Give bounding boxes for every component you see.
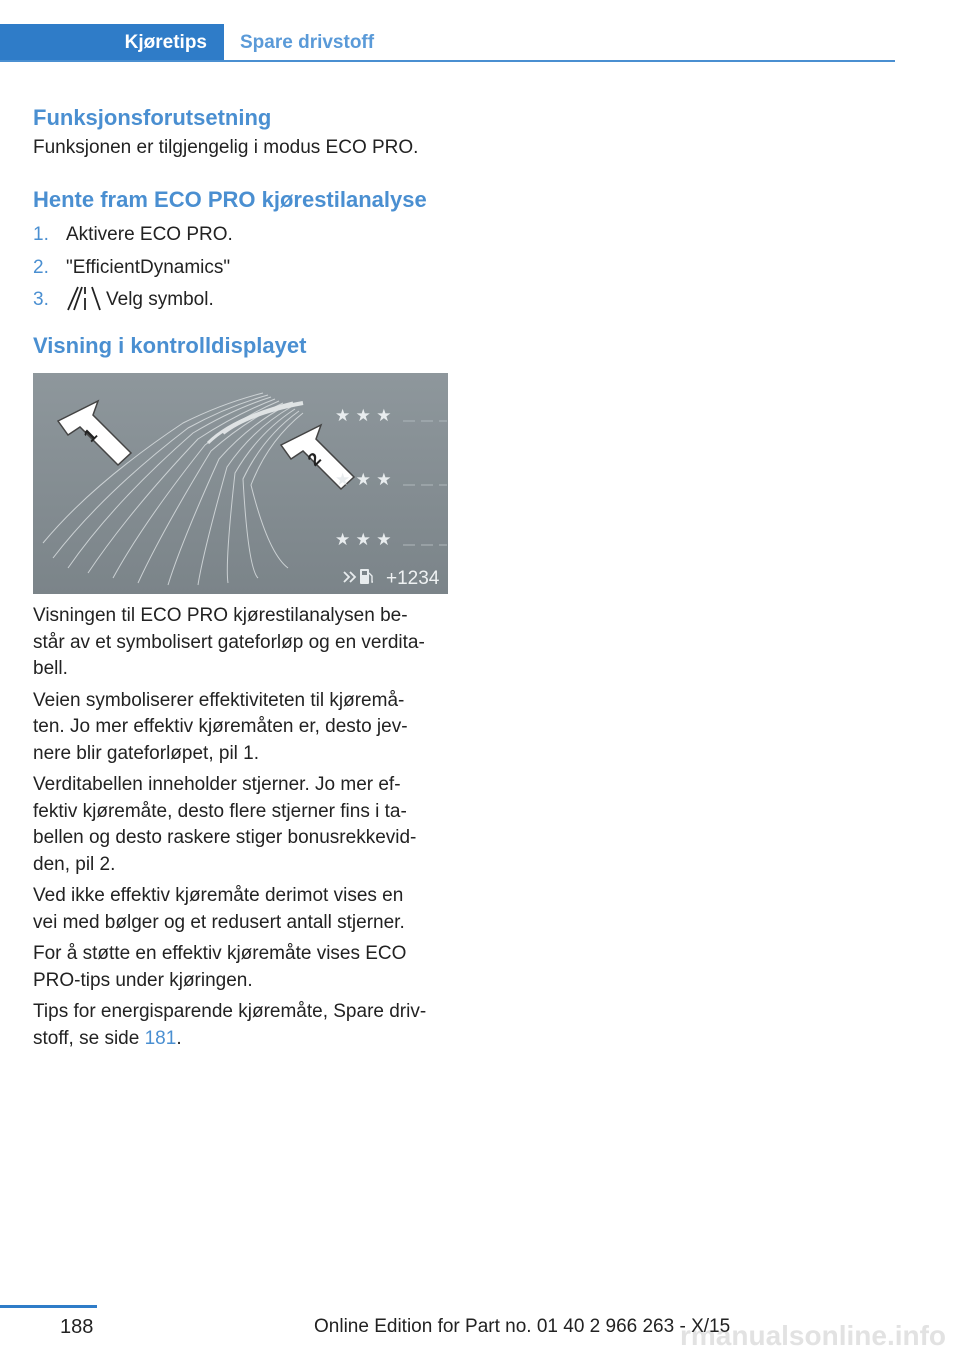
header-divider xyxy=(0,60,895,62)
arrow-1-label: 1 xyxy=(79,424,101,446)
paragraph-text: Tips for energisparende kjøremåte, Spare driv- stoff, se side xyxy=(33,1001,427,1049)
stars-row-2: ★ ★ ★ xyxy=(335,470,392,490)
section-heading: Visning i kontrolldisplayet xyxy=(33,333,307,358)
section-control-display xyxy=(33,331,306,361)
watermark: rmanualsonline.info xyxy=(680,1320,947,1351)
step-number: 2. xyxy=(33,256,49,278)
step-text: Velg symbol. xyxy=(106,289,214,310)
tab-spare-drivstoff[interactable]: Spare drivstoff xyxy=(240,32,375,53)
paragraph: Visningen til ECO PRO kjørestilanalysen be- står av et symbolisert gateforløp og en verdita- bell. xyxy=(33,605,425,679)
stars-row-3: ★ ★ ★ xyxy=(335,530,392,550)
road-icon xyxy=(66,284,106,314)
section-text: Funksjonen er tilgjengelig i modus ECO PRO. xyxy=(33,137,419,158)
edition-text: Online Edition for Part no. 01 40 2 966 263 - X/15 xyxy=(314,1316,731,1337)
steps-list xyxy=(33,219,463,317)
arrow-2-label: 2 xyxy=(303,448,325,470)
step-number: 1. xyxy=(33,224,49,245)
stars-row-1: ★ ★ ★ xyxy=(335,406,392,426)
paragraph xyxy=(33,999,448,1052)
step-text: Aktivere ECO PRO. xyxy=(66,224,233,245)
list-item xyxy=(33,284,463,317)
bonus-range-value: +1234 xyxy=(386,568,440,589)
footer-divider xyxy=(0,1305,97,1308)
page-number: 188 xyxy=(60,1316,94,1338)
body-text xyxy=(33,603,448,1057)
paragraph: For å støtte en effektiv kjøremåte vises ECO PRO-tips under kjøringen. xyxy=(33,943,407,991)
paragraph: Ved ikke effektiv kjøremåte derimot vises en vei med bølger og et redusert antall stjerner. xyxy=(33,885,405,933)
list-item xyxy=(33,219,463,252)
list-item xyxy=(33,252,463,285)
paragraph: Verditabellen inneholder stjerner. Jo mer ef- fektiv kjøremåte, desto flere stjerner fins i ta- bellen og desto raskere stiger bonusrekkevid- den, pil 2. xyxy=(33,774,417,875)
paragraph: Veien symboliserer effektiviteten til kjøremå- ten. Jo mer effektiv kjøremåten er, desto jev- nere blir gateforløpet, pil 1. xyxy=(33,689,408,764)
tab-kjoretips[interactable]: Kjøretips xyxy=(0,24,224,62)
step-text: "EfficientDynamics" xyxy=(66,256,231,278)
paragraph-end: . xyxy=(176,1027,182,1049)
eco-pro-display-figure xyxy=(33,373,448,594)
section-open-analysis xyxy=(33,185,463,317)
step-number: 3. xyxy=(33,289,49,310)
page-link-181[interactable]: 181 xyxy=(144,1027,177,1049)
section-heading: Hente fram ECO PRO kjørestilanalyse xyxy=(33,187,427,212)
section-function-requirement xyxy=(33,103,418,162)
section-heading: Funksjonsforutsetning xyxy=(33,105,272,130)
